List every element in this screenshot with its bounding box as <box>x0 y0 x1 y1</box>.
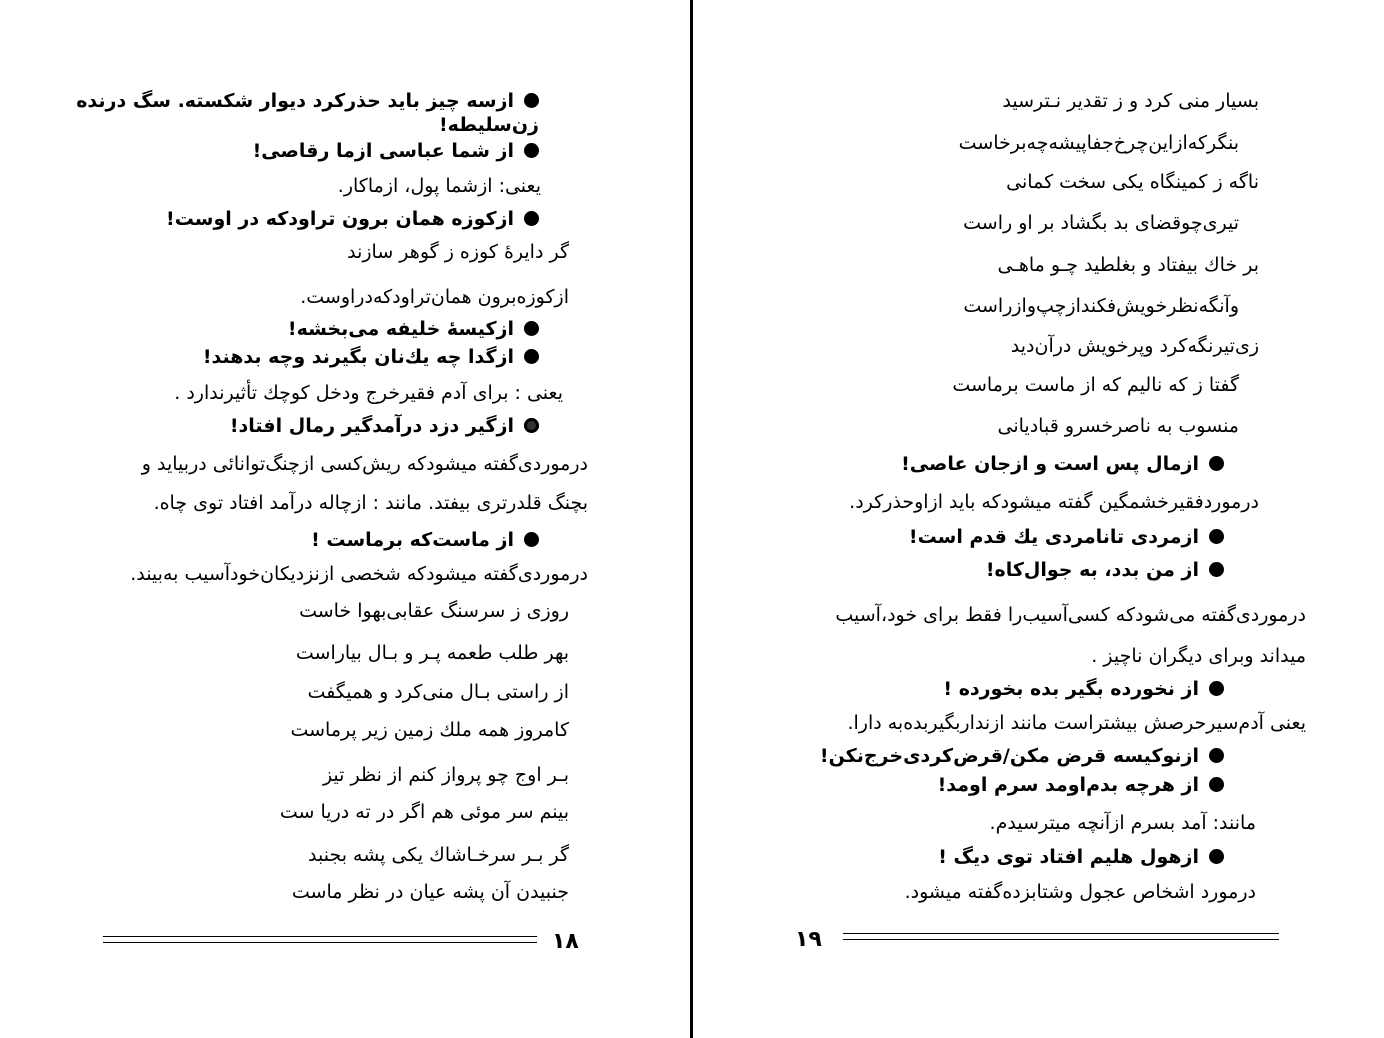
text-line <box>299 599 569 623</box>
line-text: میداند وبرای دیگران ناچیز . <box>1091 645 1306 667</box>
line-text: ازهول هلیم افتاد توی دیگ ! <box>938 846 1199 868</box>
line-text: گر بـر سرخـاشاك یکی پشه بجنبد <box>308 844 569 866</box>
bullet-icon <box>1209 777 1224 792</box>
text-line <box>998 414 1239 438</box>
right-page <box>693 0 1384 1038</box>
bullet-icon <box>524 211 539 226</box>
line-text: از من بدد، به جوال‌کاه! <box>985 559 1199 581</box>
proverb-line <box>820 744 1224 768</box>
proverb-line <box>311 528 539 552</box>
line-text: ازگیر دزد درآمدگیر رمال افتاد! <box>229 415 514 437</box>
text-line <box>1006 170 1259 194</box>
proverb-line <box>938 773 1224 797</box>
text-line <box>1011 334 1259 358</box>
text-line <box>292 880 569 904</box>
line-text: درموردفقیرخشمگین گفته میشودکه باید ازاوحذرکرد. <box>849 491 1259 513</box>
footer-rule-top <box>103 936 537 937</box>
text-line <box>990 811 1256 835</box>
line-text: زی‌تیرنگه‌کرد وپرخویش درآن‌دید <box>1010 335 1259 357</box>
bullet-icon <box>1209 456 1224 471</box>
line-text: ازمال پس است و ازجان عاصی! <box>901 453 1199 475</box>
text-line <box>1091 644 1306 668</box>
left-page <box>0 0 691 1038</box>
footer-rule-bottom <box>843 939 1279 940</box>
line-text: کامروز همه ملك زمین زیر پرماست <box>290 719 569 741</box>
text-line <box>439 113 539 137</box>
line-text: منسوب به ناصرخسرو قبادیانی <box>997 415 1239 437</box>
line-text: از راستی بـال منی‌کرد و همیگفت <box>307 681 569 703</box>
text-line <box>997 253 1259 277</box>
line-text: وآنگه‌نظرخویش‌فکندازچپ‌وازراست <box>963 295 1239 317</box>
line-text: گر دایرهٔ کوزه ز گوهر سازند <box>347 241 569 263</box>
line-text: بینم سر موئی هم اگر در ته دریا ست <box>279 801 569 823</box>
text-line <box>338 174 541 198</box>
line-text: مانند: آمد بسرم ازآنچه میترسیدم. <box>989 812 1256 834</box>
proverb-line <box>230 414 539 438</box>
line-text: ناگه ز کمینگاه یکی سخت کمانی <box>1006 171 1259 193</box>
line-text: بهر طلب طعمه پـر و بـال بیاراست <box>295 642 569 664</box>
line-text: درموردی‌گفته میشودکه ریش‌کسی ازچنگ‌توانائی دربیاید و <box>141 453 588 475</box>
line-text: بـر اوج چو پرواز کنم از نظر تیز <box>322 764 569 786</box>
line-text: درموردی‌گفته میشودکه شخصی ازنزدیکان‌خودآسیب به‌بیند. <box>130 563 588 585</box>
line-text: از هرچه بدم‌اومد سرم اومد! <box>937 774 1199 796</box>
bullet-icon <box>1209 529 1224 544</box>
line-text: ازکوزه‌برون همان‌تراودکه‌دراوست. <box>300 286 569 308</box>
bullet-icon <box>524 93 539 108</box>
bullet-icon <box>1209 562 1224 577</box>
bullet-icon <box>1209 681 1224 696</box>
footer-rule <box>103 936 537 944</box>
line-text: ازمردی تانامردی یك قدم است! <box>908 526 1199 548</box>
line-text: درمورد اشخاص عجول وشتابزده‌گفته میشود. <box>904 881 1256 903</box>
line-text: جنبیدن آن پشه عیان در نظر ماست <box>291 881 569 903</box>
line-text: بچنگ قلدرتری بیفتد. مانند : ازچاله درآمد افتاد توی چاه. <box>153 492 588 514</box>
text-line <box>142 452 588 476</box>
footer-rule-bottom <box>103 942 537 943</box>
line-text: یعنی: ازشما پول، ازماکار. <box>337 175 541 197</box>
line-text: ازکیسهٔ خلیفه می‌بخشه! <box>287 318 514 340</box>
line-text: ازسه چیز باید حذرکرد دیوار شکسته. سگ درنده <box>76 90 514 112</box>
line-text: بنگرکه‌ازاین‌چرخ‌جفاپیشه‌چه‌برخاست <box>958 132 1239 154</box>
text-line <box>849 490 1259 514</box>
line-text: یعنی آدم‌سیرحرصش بیشتراست مانند ازندار‌بگیر‌بده‌به دارا. <box>847 712 1306 734</box>
proverb-line <box>938 845 1224 869</box>
text-line <box>280 800 569 824</box>
text-line <box>130 562 588 586</box>
page-number: ۱۹ <box>795 927 822 952</box>
text-line <box>835 603 1306 627</box>
line-text: زن‌سلیطه! <box>438 114 539 136</box>
bullet-icon <box>524 349 539 364</box>
line-text: ازگدا چه یك‌نان بگیرند وچه بدهند! <box>202 346 514 368</box>
proverb-line <box>166 207 539 231</box>
line-text: درموردی‌گفته می‌شودکه کسی‌آسیب‌را فقط برای خود،آسیب <box>835 604 1306 626</box>
footer-rule <box>843 933 1279 941</box>
text-line <box>300 285 569 309</box>
line-text: تیری‌چوقضای بد بگشاد بر او راست <box>963 212 1239 234</box>
line-text: روزی ز سرسنگ عقابی‌بهوا خاست <box>299 600 569 622</box>
text-line <box>154 491 588 515</box>
text-line <box>323 763 569 787</box>
proverb-line <box>76 89 539 113</box>
line-text: از شما عباسی ازما رقاصی! <box>252 140 514 162</box>
line-text: از ماست‌که برماست ! <box>311 529 514 551</box>
text-line <box>1002 89 1259 113</box>
bullet-icon <box>524 143 539 158</box>
page-number: ۱۸ <box>552 929 579 954</box>
line-text: بسیار منی کرد و ز تقدیر نـترسید <box>1002 90 1259 112</box>
text-line <box>290 718 569 742</box>
bullet-icon <box>524 532 539 547</box>
bullet-icon <box>1209 748 1224 763</box>
bullet-icon <box>524 321 539 336</box>
line-text: ازکوزه همان برون تراودکه در اوست! <box>166 208 514 230</box>
text-line <box>952 373 1239 397</box>
text-line <box>296 641 569 665</box>
text-line <box>174 381 563 405</box>
text-line <box>963 211 1239 235</box>
text-line <box>347 240 569 264</box>
proverb-line <box>253 139 539 163</box>
proverb-line <box>943 677 1224 701</box>
text-line <box>308 680 569 704</box>
text-line <box>905 880 1256 904</box>
proverb-line <box>288 317 539 341</box>
proverb-line <box>901 452 1224 476</box>
line-text: از نخورده بگیر بده بخورده ! <box>943 678 1199 700</box>
line-text: بر خاك بیفتاد و بغلطید چـو ماهـی <box>997 254 1259 276</box>
proverb-line <box>203 345 539 369</box>
proverb-line <box>909 525 1224 549</box>
text-line <box>847 711 1306 735</box>
bullet-icon <box>524 418 539 433</box>
line-text: گفتا ز که نالیم که از ماست برماست <box>952 374 1239 396</box>
text-line <box>963 294 1239 318</box>
line-text: ازنوکیسه قرض مکن/قرض‌کردی‌خرج‌نکن! <box>819 745 1199 767</box>
text-line <box>959 131 1239 155</box>
proverb-line <box>986 558 1224 582</box>
text-line <box>308 843 569 867</box>
footer-rule-top <box>843 933 1279 934</box>
bullet-icon <box>1209 849 1224 864</box>
line-text: یعنی : برای آدم فقیرخرج ودخل کوچك تأثیرندارد . <box>174 382 563 404</box>
